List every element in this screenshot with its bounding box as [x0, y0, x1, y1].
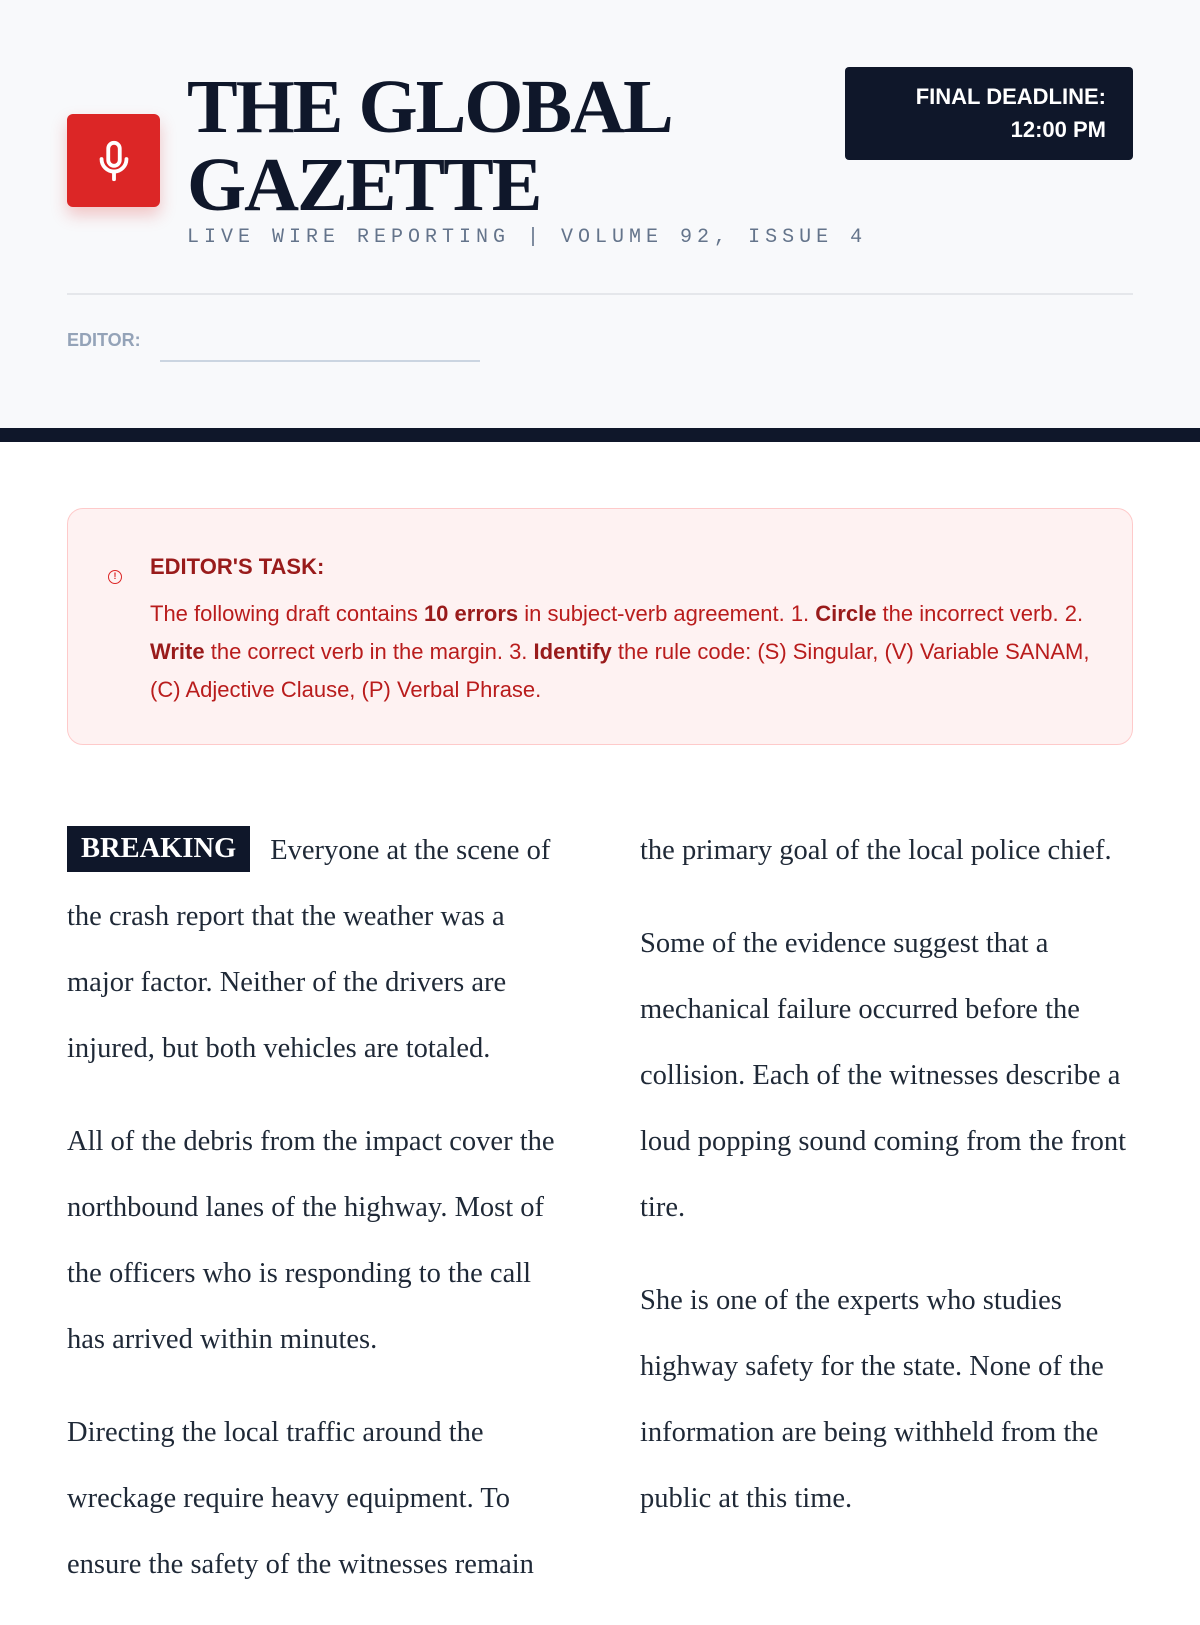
article-column-left — [67, 818, 567, 1625]
editor-task-callout — [67, 508, 1133, 745]
title-line-2: GAZETTE — [187, 143, 541, 227]
article-paragraph: She is one of the experts who studies highway safety for the state. None of the information are being withheld from the public at this time. — [640, 1285, 1104, 1514]
article-paragraph: BREAKING Everyone at the scene of the crash report that the weather was a major factor. Neither of the drivers are injured, but both vehicles are totaled. — [67, 818, 567, 1082]
deadline-badge — [845, 67, 1133, 160]
deadline-label: FINAL DEADLINE: — [915, 84, 1106, 109]
article-paragraph: the primary goal of the local police chief. — [640, 835, 1112, 866]
task-instructions: The following draft contains 10 errors in subject-verb agreement. 1. Circle the incorrect verb. 2. Write the correct verb in the margin. 3. Identify the rule code: (S) Singular, (V) Variable SANAM, (C) Adjective Clause, (P) Verbal Phrase. — [150, 601, 1090, 702]
microphone-icon — [67, 114, 160, 207]
deadline-time: 12:00 PM — [1010, 117, 1106, 142]
alert-circle-icon: ! — [108, 570, 122, 584]
masthead-rule — [0, 428, 1200, 442]
article-paragraph: Some of the evidence suggest that a mechanical failure occurred before the collision. Each of the witnesses describe a loud popping sound coming from the front tire. — [640, 928, 1127, 1223]
publication-title — [187, 65, 807, 227]
publication-subtitle: LIVE WIRE REPORTING | VOLUME 92, ISSUE 4 — [187, 226, 868, 249]
editor-name-field[interactable] — [160, 328, 480, 362]
article-paragraph: Directing the local traffic around the wreckage require heavy equipment. To ensure the safety of the witnesses remain — [67, 1417, 534, 1580]
breaking-badge: BREAKING — [67, 826, 250, 872]
task-heading: EDITOR'S TASK: — [150, 554, 325, 579]
masthead — [0, 0, 1200, 428]
title-line-1: THE GLOBAL — [187, 65, 672, 149]
header-divider — [67, 293, 1133, 295]
article-paragraph: All of the debris from the impact cover the northbound lanes of the highway. Most of the officers who is responding to the call has arrived within minutes. — [67, 1126, 555, 1355]
editor-label: EDITOR: — [67, 330, 141, 350]
article-column-right — [640, 818, 1140, 1559]
